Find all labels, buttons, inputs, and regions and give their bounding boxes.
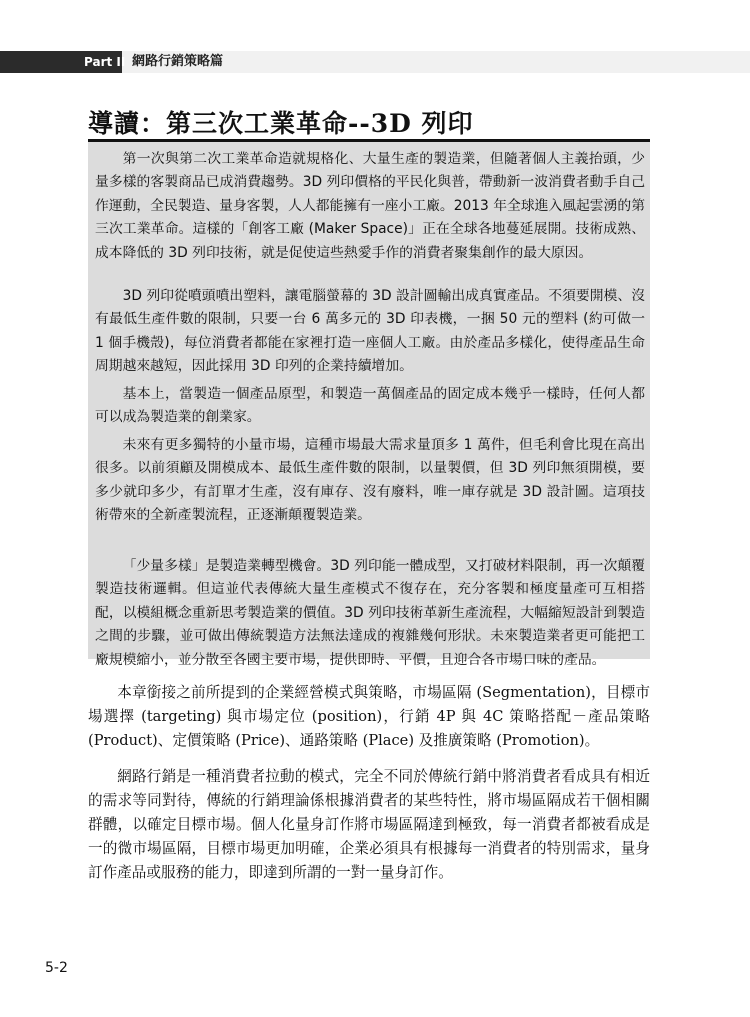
running-header-chapter-title: 網路行銷策略篇 xyxy=(132,54,224,69)
sidebar-paragraph: 3D 列印從噴頭噴出塑料，讓電腦螢幕的 3D 設計圖輸出成真實產品。不須要開模、沒有最低生產件數的限制，只要一台 6 萬多元的 3D 印表機，一捆 50 元的塑料 (約可做一 1 個手機殼)，每位消費者都能在家裡打造一座個人工廠。由於產品多樣化，使得產品生命周期越來越短，因此採用 3D 印列的企業持續增加。 xyxy=(95,288,645,375)
sidebar-paragraph: 基本上，當製造一個產品原型，和製造一萬個產品的固定成本幾乎一樣時，任何人都可以成為製造業的創業家。 xyxy=(95,386,645,426)
sidebar-paragraph: 第一次與第二次工業革命造就規格化、大量生產的製造業，但隨著個人主義抬頭，少量多樣的客製商品已成消費趨勢。3D 列印價格的平民化與普，帶動新一波消費者動手自己作運動，全民製造、量身客製，人人都能擁有一座小工廠。2013 年全球進入風起雲湧的第三次工業革命。這樣的「創客工廠 (Maker Space)」正在全球各地蔓延展開。技術成熟、成本降低的 3D 列印技術，就是促使這些熱愛手作的消費者聚集創作的最大原因。 xyxy=(95,151,645,261)
body-paragraph: 本章銜接之前所提到的企業經營模式與策略，市場區隔 (Segmentation)，目標市場選擇 (targeting) 與市場定位 (position)，行銷 4P 與 4C 策略搭配－產品策略 (Product)、定價策略 (Price)、通路策略 (Place) 及推廣策略 (Promotion)。 xyxy=(88,684,650,749)
sidebar-paragraph: 「少量多樣」是製造業轉型機會。3D 列印能一體成型，又打破材料限制，再一次顛覆製造技術邏輯。但這並代表傳統大量生產模式不復存在，充分客製和極度量產可互相搭配，以模組概念重新思考製造業的價值。3D 列印技術革新生產流程，大幅縮短設計到製造之間的步驟，並可做出傳統製造方法無法達成的複雜幾何形狀。未來製造業者更可能把工廠規模縮小，並分散至各國主要市場，提供即時、平價，且迎合各市場口味的產品。 xyxy=(95,558,645,668)
page-number: 5-2 xyxy=(45,960,68,976)
sidebar-paragraph: 未來有更多獨特的小量市場，這種市場最大需求量頂多 1 萬件，但毛利會比現在高出很多。以前須顧及開模成本、最低生產件數的限制，以量製價，但 3D 列印無須開模，要多少就印多少，有訂單才生產，沒有庫存、沒有廢料，唯一庫存就是 3D 設計圖。這項技術帶來的全新產製流程，正逐漸顛覆製造業。 xyxy=(95,437,645,524)
running-header-part-label: Part II xyxy=(84,55,126,69)
section-title: 導讀：第三次工業革命--3D 列印 xyxy=(88,109,474,138)
body-paragraph: 網路行銷是一種消費者拉動的模式，完全不同於傳統行銷中將消費者看成具有相近的需求等同對待，傳統的行銷理論係根據消費者的某些特性，將市場區隔成若干個相關群體，以確定目標市場。個人化量身訂作將市場區隔達到極致，每一消費者都被看成是一的微市場區隔，目標市場更加明確，企業必須具有根據每一消費者的特別需求，量身訂作產品或服務的能力，即達到所謂的一對一量身訂作。 xyxy=(88,768,650,881)
